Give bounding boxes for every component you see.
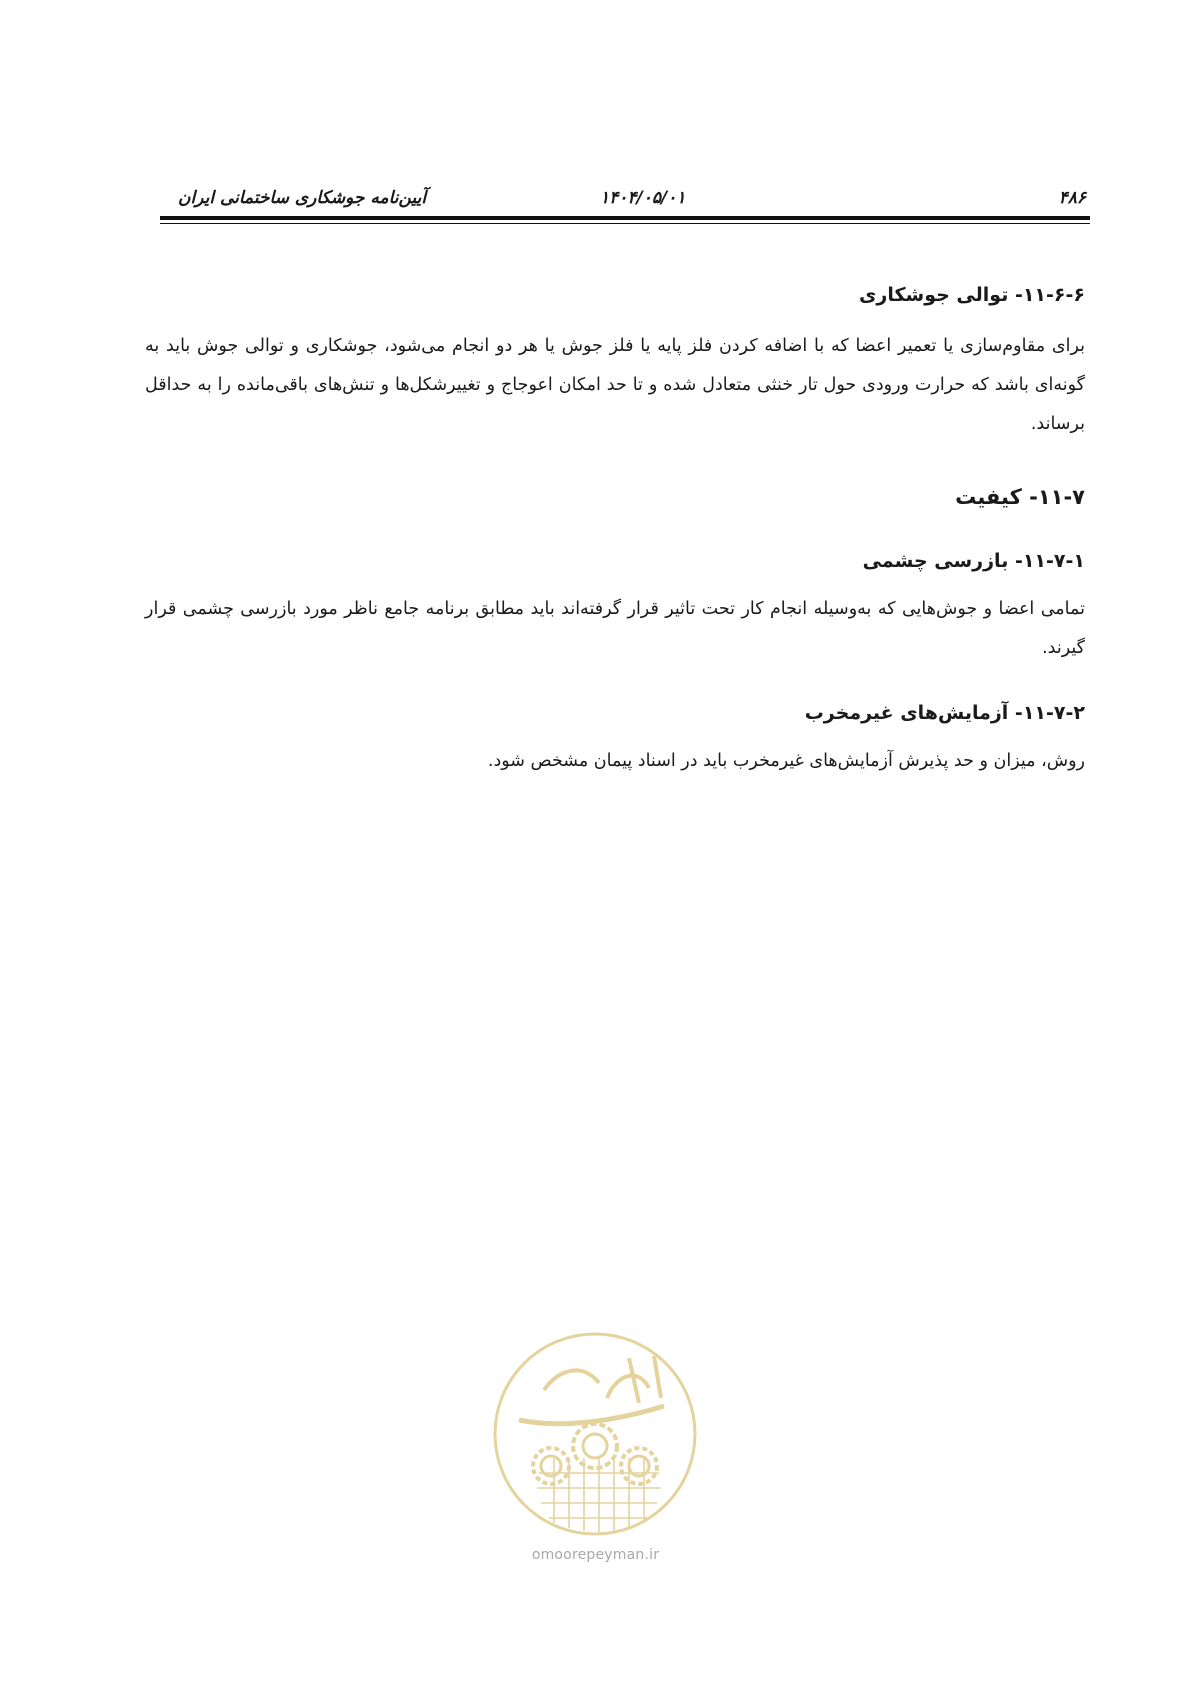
header-date: ۱۴۰۴/۰۵/۰۱	[600, 188, 686, 208]
header-rule-thin	[160, 223, 1090, 224]
watermark-url: omoorepeyman.ir	[531, 1547, 660, 1563]
section-heading-visual-inspection: ۱۱-۷-۱- بازرسی چشمی	[862, 550, 1085, 572]
section-heading-quality: ۱۱-۷- کیفیت	[955, 485, 1085, 509]
section-heading-welding-sequence: ۱۱-۶-۶- توالی جوشکاری	[858, 284, 1085, 306]
header-rule-thick	[160, 216, 1090, 220]
section-heading-ndt: ۱۱-۷-۲- آزمایش‌های غیرمخرب	[804, 702, 1085, 724]
section-paragraph-visual-inspection: تمامی اعضا و جوش‌هایی که به‌وسیله انجام کار تحت تاثیر قرار گرفته‌اند باید مطابق برنامه جامع ناظر مورد بازرسی چشمی قرار گیرند.	[145, 599, 1085, 658]
watermark-seal-icon	[495, 1334, 695, 1534]
page-content	[145, 280, 1085, 781]
header-book-title: آیین‌نامه جوشکاری ساختمانی ایران	[178, 188, 427, 208]
page-header	[160, 186, 1090, 212]
watermark-logo	[489, 1328, 702, 1541]
section-paragraph-ndt: روش، میزان و حد پذیرش آزمایش‌های غیرمخرب باید در اسناد پیمان مشخص شود.	[487, 751, 1085, 771]
header-page-number: ۴۸۶	[1058, 188, 1086, 208]
section-paragraph-welding-sequence: برای مقاوم‌سازی یا تعمیر اعضا که با اضافه کردن فلز پایه یا فلز جوش یا هر دو انجام می‌شود، جوشکاری و توالی جوش باید به گونه‌ای باشد که حرارت ورودی حول تار خنثی متعادل شده و تا حد امکان اعوجاج و تغییرشکل‌ها و تنش‌های باقی‌مانده را به حداقل برساند.	[145, 336, 1085, 434]
